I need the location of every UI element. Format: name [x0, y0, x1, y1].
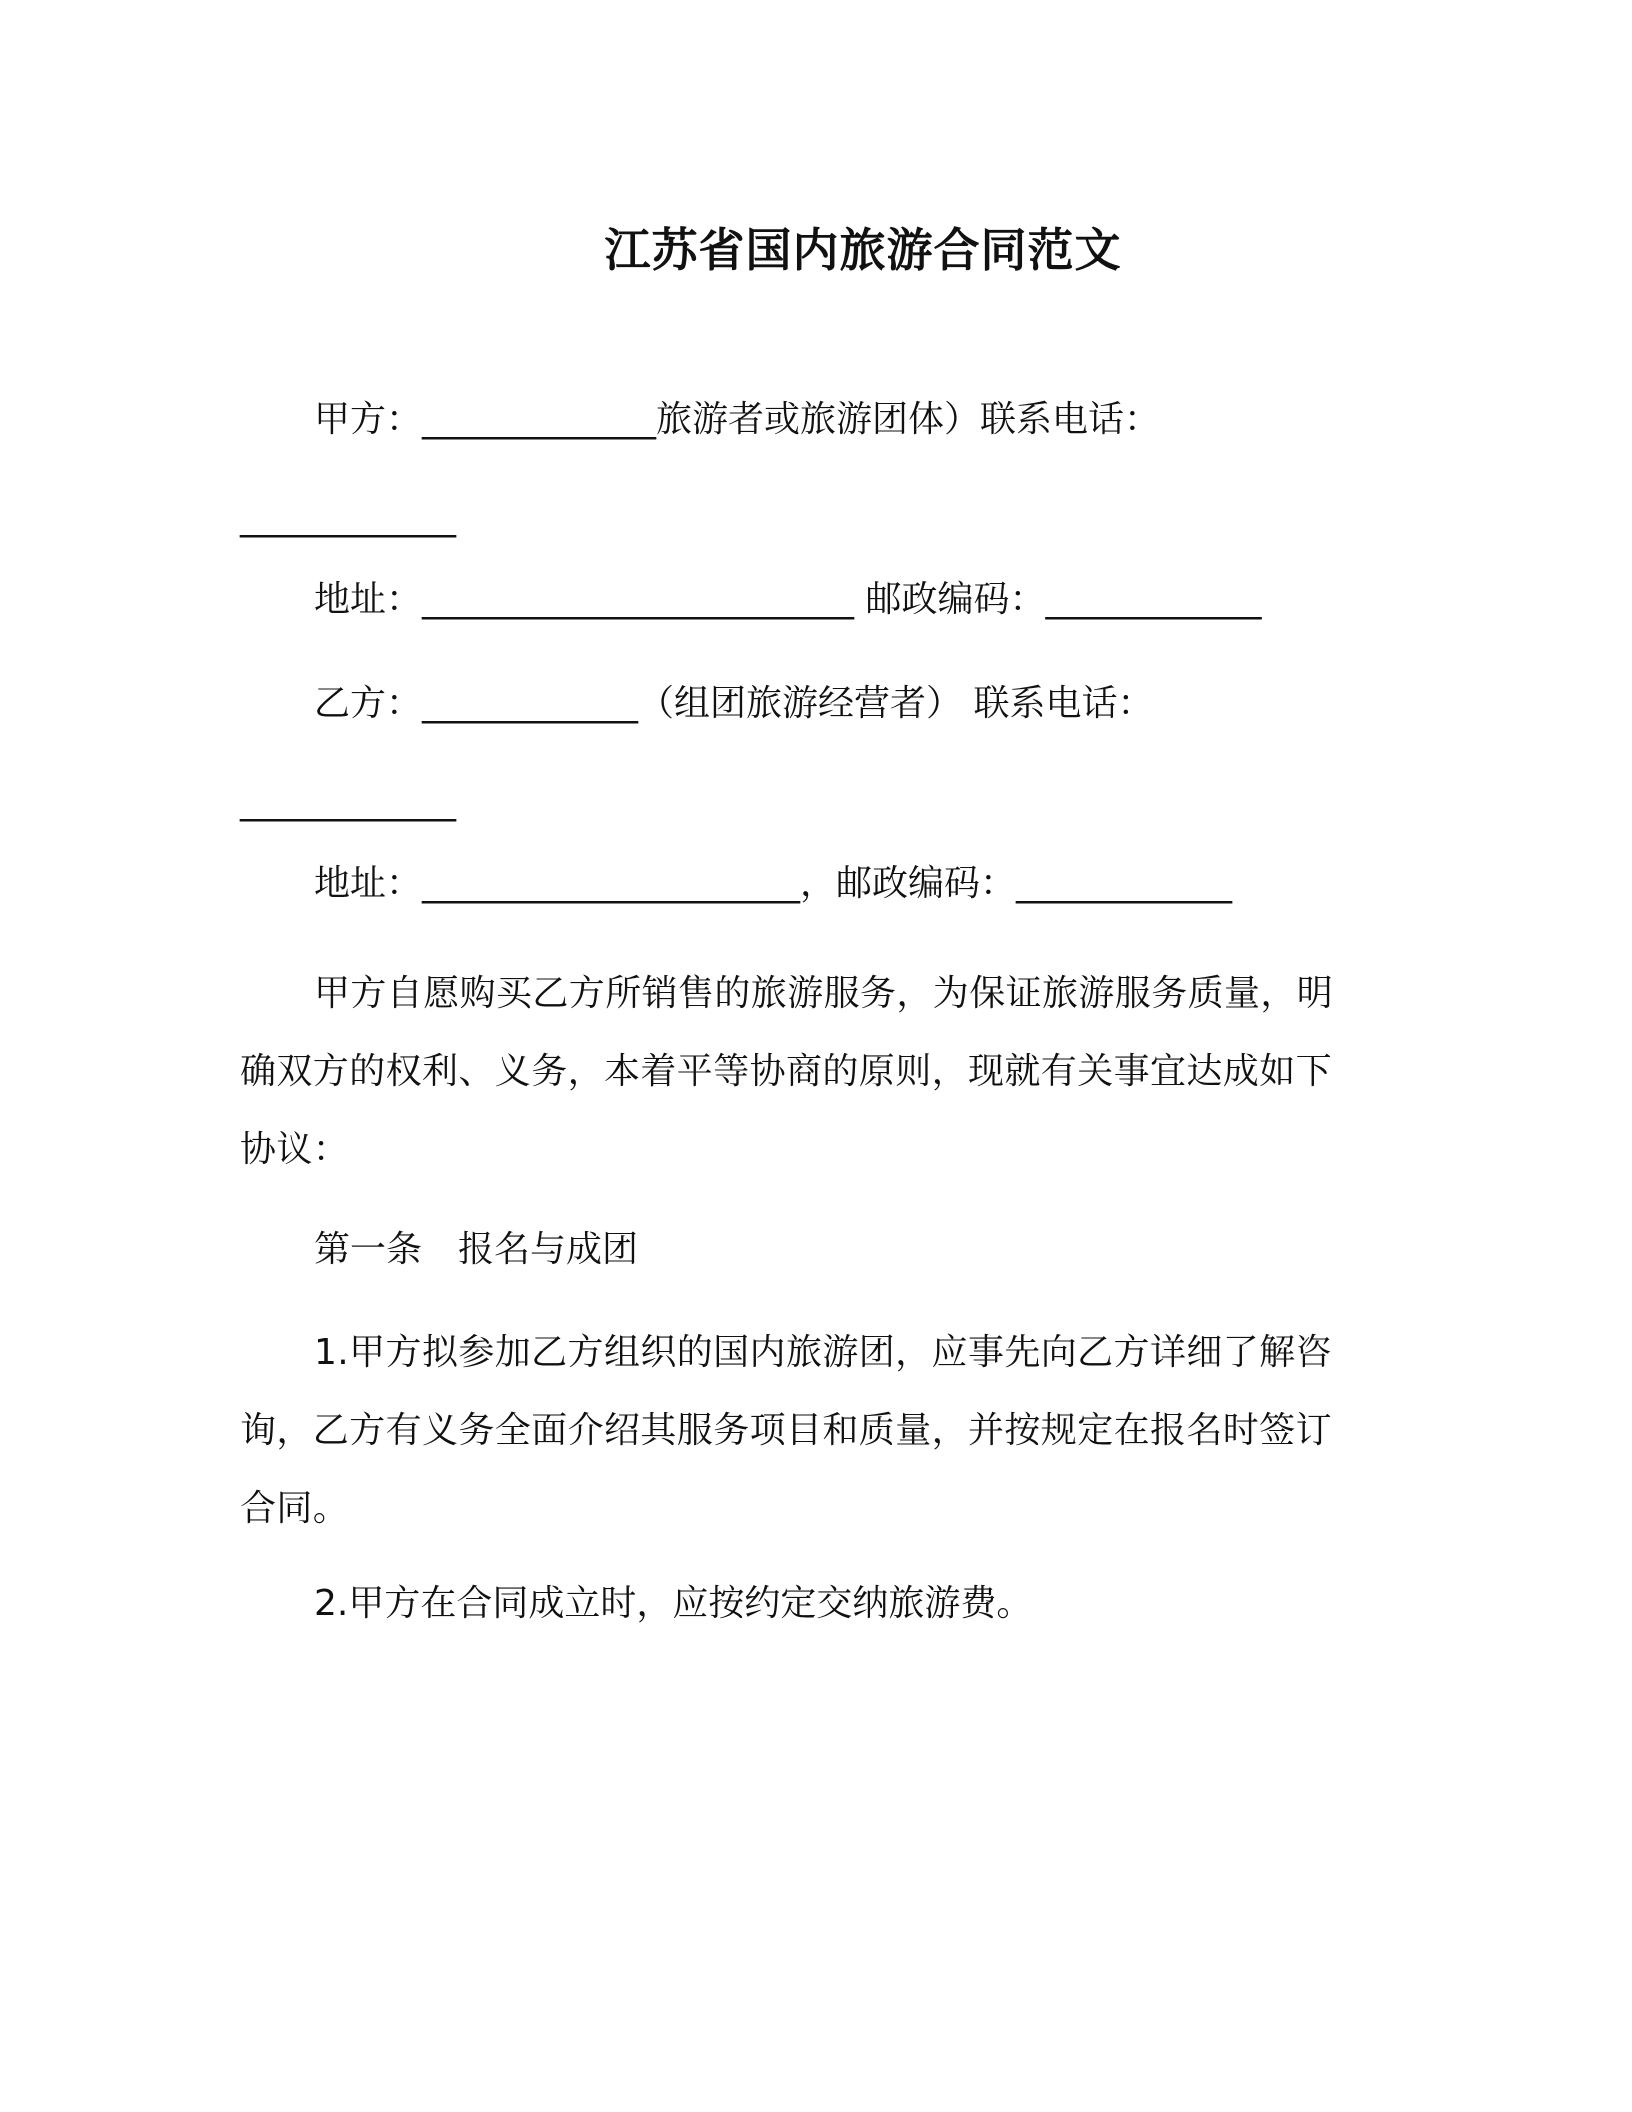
party-a-phone-continuation: ____________: [240, 497, 456, 538]
party-a-address-line: 地址：________________________ 邮政编码：____________: [314, 579, 1262, 620]
party-a-line: 甲方：_____________旅游者或旅游团体）联系电话：: [314, 399, 1161, 440]
party-b-phone-continuation: ____________: [240, 781, 456, 822]
intro-paragraph: 甲方自愿购买乙方所销售的旅游服务，为保证旅游服务质量，明确双方的权利、义务，本着平等协商的原则，现就有关事宜达成如下协议：: [240, 973, 1334, 1170]
party-b-address-line: 地址：_____________________，邮政编码：____________: [314, 863, 1233, 904]
article-1-item-1: 1.甲方拟参加乙方组织的国内旅游团，应事先向乙方详细了解咨询，乙方有义务全面介绍其服务项目和质量，并按规定在报名时签订合同。: [240, 1332, 1333, 1529]
party-b-line: 乙方：____________（组团旅游经营者） 联系电话：: [314, 683, 1154, 724]
article-1-heading: 第一条 报名与成团: [314, 1229, 639, 1270]
document-title: 江苏省国内旅游合同范文: [604, 223, 1122, 277]
article-1-item-2: 2.甲方在合同成立时，应按约定交纳旅游费。: [314, 1583, 1033, 1624]
